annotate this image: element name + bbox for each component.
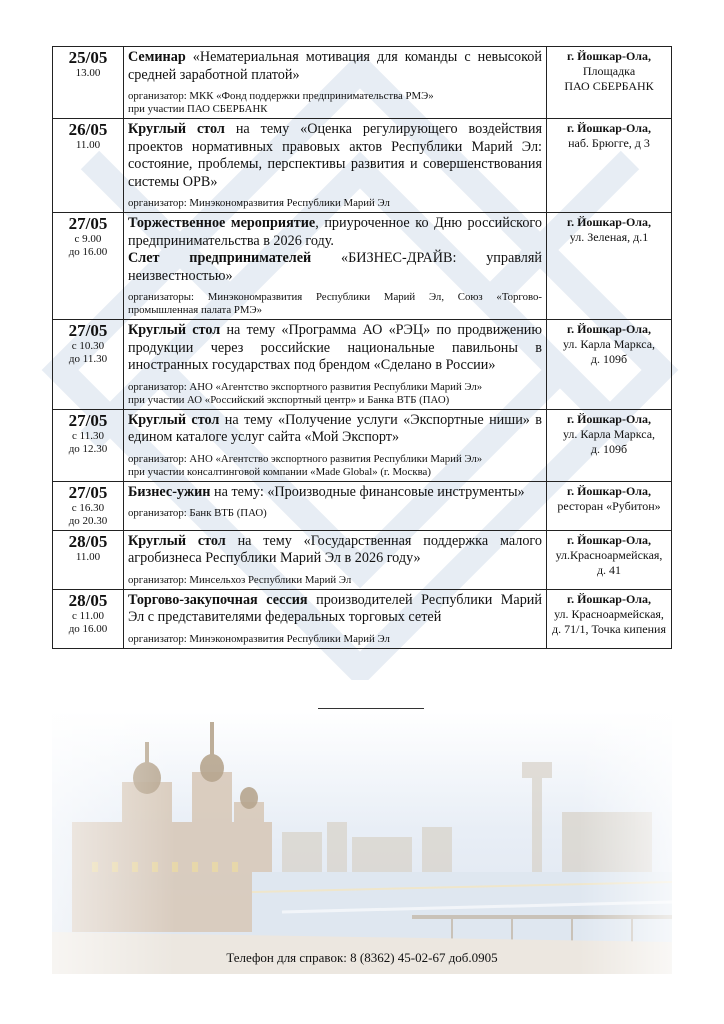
event-time: с 16.30 xyxy=(71,501,105,514)
reference-phone: Телефон для справок: 8 (8362) 45-02-67 доб.0905 xyxy=(226,950,498,965)
event-description-cell xyxy=(124,320,547,410)
event-row xyxy=(53,47,672,119)
event-address: д. 109б xyxy=(590,352,628,366)
event-type: Торжественное мероприятие xyxy=(128,215,316,231)
event-date-cell xyxy=(53,481,124,530)
event-address: ул. Зеленая, д.1 xyxy=(569,230,649,244)
event-city: г. Йошкар-Ола, xyxy=(566,49,652,63)
city-photo xyxy=(52,712,672,974)
event-date-cell xyxy=(53,213,124,320)
event-time: с 9.00 xyxy=(74,233,102,245)
event-organizer xyxy=(128,197,542,210)
event-organizer xyxy=(128,90,542,116)
event-date-cell xyxy=(53,119,124,213)
event-type: Круглый стол xyxy=(128,121,225,137)
event-row xyxy=(53,119,672,213)
event-description-cell xyxy=(124,481,547,530)
event-title xyxy=(128,215,542,250)
event-place-cell xyxy=(547,481,672,530)
event-address: ПАО СБЕРБАНК xyxy=(564,79,654,93)
event-type: Семинар xyxy=(128,49,186,65)
event-title xyxy=(128,322,542,375)
event-place-cell xyxy=(547,409,672,481)
event-date: 27/05 xyxy=(68,321,108,340)
event-type: Круглый стол xyxy=(128,532,226,549)
event-place-cell xyxy=(547,530,672,589)
event-date: 25/05 xyxy=(68,48,108,67)
event-topic: на тему «Получение услуги «Экспортные ниши» в едином каталоге услуг сайта «Мой Экспорт» xyxy=(128,411,542,445)
organizer-line: организаторы: Минэкономразвития Республики Марий Эл, Союз «Торгово-промышленная палата РМЭ» xyxy=(128,291,542,316)
event-row xyxy=(53,481,672,530)
event-time: 13.00 xyxy=(75,67,101,79)
event-topic: «БИЗНЕС-ДРАЙВ: управляй неизвестностью» xyxy=(128,250,542,284)
event-time: с 10.30 xyxy=(71,340,105,352)
event-organizer xyxy=(128,633,542,646)
event-address: ул. Карла Маркса, xyxy=(562,426,656,441)
event-address: ресторан «Рубитон» xyxy=(557,498,661,513)
event-title xyxy=(128,250,542,285)
event-row xyxy=(53,530,672,589)
event-place-cell xyxy=(547,213,672,320)
event-title xyxy=(128,484,542,502)
event-date: 27/05 xyxy=(68,482,108,502)
event-description-cell xyxy=(124,409,547,481)
event-time: с 11.00 xyxy=(72,609,104,622)
event-time: до 16.00 xyxy=(68,622,108,635)
event-topic: на тему: «Производные финансовые инструменты» xyxy=(210,483,525,500)
event-description-cell xyxy=(124,213,547,320)
event-time: с 11.30 xyxy=(72,429,104,442)
event-type: Круглый стол xyxy=(128,411,220,428)
event-organizer xyxy=(128,507,542,520)
event-title xyxy=(128,412,542,447)
event-city: г. Йошкар-Ола, xyxy=(566,322,652,336)
event-date: 26/05 xyxy=(68,120,108,139)
separator-line xyxy=(318,708,424,709)
event-type: Бизнес-ужин xyxy=(128,483,211,500)
event-address: ул. Карла Маркса, xyxy=(562,337,656,351)
organizer-line: организатор: Минэкономразвития Республики Марий Эл xyxy=(128,197,390,209)
event-address: ул.Красноармейская, xyxy=(555,547,663,562)
event-date-cell xyxy=(53,47,124,119)
organizer-line: при участии ПАО СБЕРБАНК xyxy=(128,103,268,115)
event-city: г. Йошкар-Ола, xyxy=(566,121,652,135)
organizer-line: организатор: АНО «Агентство экспортного развития Республики Марий Эл» xyxy=(128,380,483,393)
event-date: 28/05 xyxy=(68,590,108,610)
organizer-line: организатор: Минэкономразвития Республики Марий Эл xyxy=(128,632,390,645)
event-row xyxy=(53,589,672,648)
event-topic: на тему «Программа АО «РЭЦ» по продвижению продукции через российские национальные павильоны в иностранных государствах под брендом «Сделано в России» xyxy=(128,322,543,373)
event-time: до 16.00 xyxy=(68,246,108,258)
event-organizer xyxy=(128,453,542,479)
event-place-cell xyxy=(547,320,672,410)
event-description-cell xyxy=(124,530,547,589)
event-city: г. Йошкар-Ола, xyxy=(566,411,652,426)
event-topic: , приуроченное ко Дню российского предпринимательства в 2026 году. xyxy=(128,215,542,249)
event-address: д. 71/1, Точка кипения xyxy=(552,621,666,636)
event-date-cell xyxy=(53,530,124,589)
event-organizer xyxy=(128,291,542,317)
event-organizer xyxy=(128,381,542,407)
event-title xyxy=(128,533,542,568)
organizer-line: при участии консалтинговой компании «Made Global» (г. Москва) xyxy=(128,465,431,478)
event-place-cell xyxy=(547,119,672,213)
organizer-line: организатор: АНО «Агентство экспортного развития Республики Марий Эл» xyxy=(128,452,483,465)
event-row xyxy=(53,320,672,410)
event-date: 27/05 xyxy=(68,410,108,430)
event-organizer xyxy=(128,574,542,587)
event-address: Площадка xyxy=(582,64,636,78)
event-date-cell xyxy=(53,589,124,648)
event-city: г. Йошкар-Ола, xyxy=(566,215,652,229)
event-row xyxy=(53,213,672,320)
event-place-cell xyxy=(547,47,672,119)
event-address: д. 109б xyxy=(590,441,628,456)
event-topic: на тему «Государственная поддержка малого агробизнеса Республики Марий Эл в 2026 году» xyxy=(128,532,542,566)
event-city: г. Йошкар-Ола, xyxy=(566,483,652,498)
event-time: до 20.30 xyxy=(68,514,108,527)
event-city: г. Йошкар-Ола, xyxy=(566,591,652,606)
organizer-line: при участии АО «Российский экспортный центр» и Банка ВТБ (ПАО) xyxy=(128,393,450,406)
event-row xyxy=(53,409,672,481)
event-address: ул. Красноармейская, xyxy=(554,606,664,621)
event-description-cell xyxy=(124,119,547,213)
event-address: д. 41 xyxy=(596,562,622,577)
event-address: наб. Брюгге, д 3 xyxy=(568,136,650,150)
event-description-cell xyxy=(124,589,547,648)
event-city: г. Йошкар-Ола, xyxy=(566,532,652,547)
event-time: 11.00 xyxy=(75,550,101,563)
event-title xyxy=(128,49,542,84)
organizer-line: организатор: МКК «Фонд поддержки предпринимательства РМЭ» xyxy=(128,90,434,102)
event-type: Торгово-закупочная сессия xyxy=(128,591,308,608)
event-date-cell xyxy=(53,320,124,410)
event-date-cell xyxy=(53,409,124,481)
event-date: 27/05 xyxy=(68,214,108,233)
organizer-line: организатор: Банк ВТБ (ПАО) xyxy=(128,507,267,519)
event-time: до 12.30 xyxy=(68,442,108,455)
event-description-cell xyxy=(124,47,547,119)
event-topic: на тему «Оценка регулирующего воздействия проектов нормативных правовых актов Республики Марий Эл: состояние, проблемы, перспективы развития и совершенствования системы ОРВ» xyxy=(128,121,542,190)
event-topic: производителей Республики Марий Эл с представителями федеральных торговых сетей xyxy=(128,591,542,625)
event-time: 11.00 xyxy=(75,139,101,151)
event-type: Круглый стол xyxy=(128,322,221,338)
event-topic: «Нематериальная мотивация для команды с невысокой средней заработной платой» xyxy=(128,49,542,83)
event-time: до 11.30 xyxy=(68,353,108,365)
organizer-line: организатор: Минсельхоз Республики Марий Эл xyxy=(128,573,352,586)
event-date: 28/05 xyxy=(68,531,108,551)
event-title xyxy=(128,121,542,191)
events-table xyxy=(52,46,672,649)
event-title xyxy=(128,592,542,627)
event-type: Слет предпринимателей xyxy=(128,250,312,266)
event-place-cell xyxy=(547,589,672,648)
